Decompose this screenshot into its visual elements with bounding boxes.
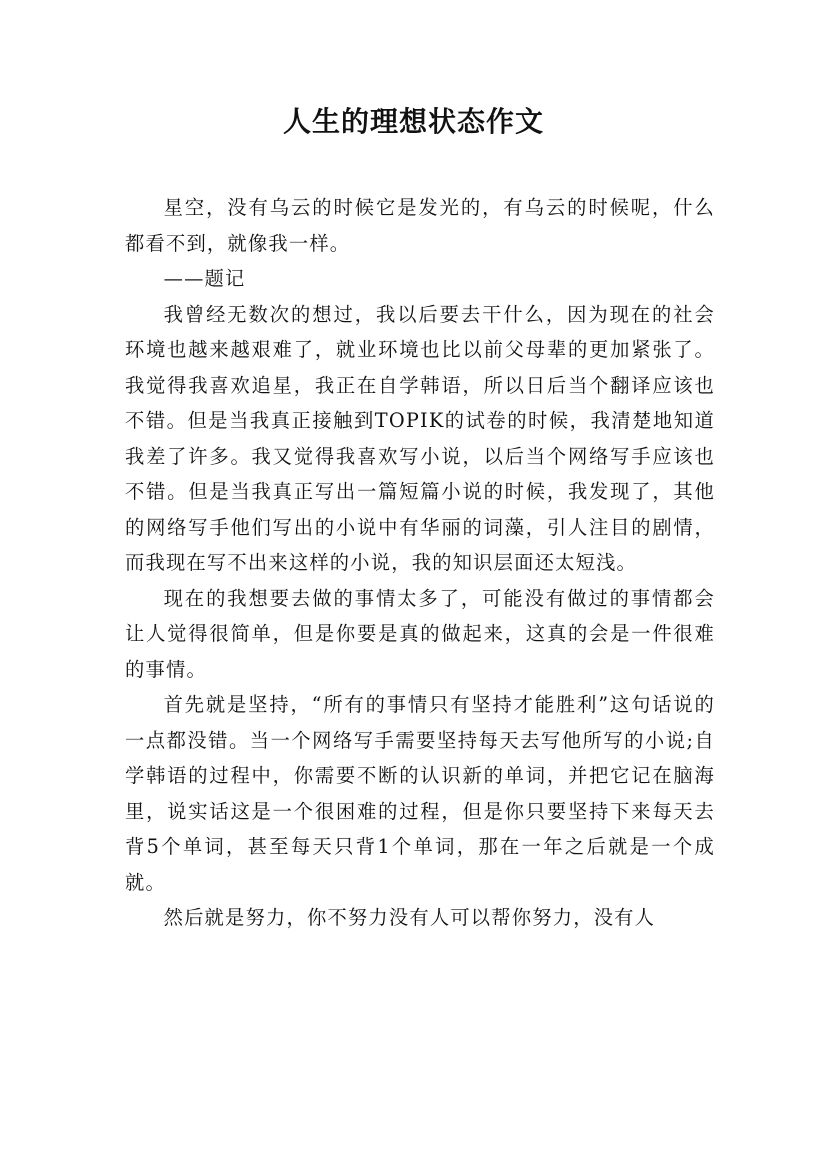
paragraph-epigraph: 星空，没有乌云的时候它是发光的，有乌云的时候呢，什么都看不到，就像我一样。 [125, 196, 715, 255]
document-body [125, 190, 715, 936]
document-title: 人生的理想状态作文 [282, 105, 544, 138]
paragraph-epigraph-attribution: ——题记 [163, 267, 246, 290]
paragraph-persistence: 首先就是坚持，“所有的事情只有坚持才能胜利”这句话说的一点都没错。当一个网络写手需要坚持每天去写他所写的小说;自学韩语的过程中，你需要不断的认识新的单词，并把它记在脑海里，说实话这是一个很困难的过程，但是你只要坚持下来每天去背5个单词，甚至每天只背1个单词，那在一年之后就是一个成就。 [125, 693, 715, 894]
paragraph-dreams: 我曾经无数次的想过，我以后要去干什么，因为现在的社会环境也越来越艰难了，就业环境也比以前父母辈的更加紧张了。我觉得我喜欢追星，我正在自学韩语，所以日后当个翻译应该也不错。但是当我真正接触到TOPIK的试卷的时候，我清楚地知道我差了许多。我又觉得我喜欢写小说，以后当个网络写手应该也不错。但是当我真正写出一篇短篇小说的时候，我发现了，其他的网络写手他们写出的小说中有华丽的词藻，引人注目的剧情，而我现在写不出来这样的小说，我的知识层面还太短浅。 [125, 302, 715, 574]
paragraph-difficulty: 现在的我想要去做的事情太多了，可能没有做过的事情都会让人觉得很简单，但是你要是真的做起来，这真的会是一件很难的事情。 [125, 586, 715, 681]
paragraph-effort: 然后就是努力，你不努力没有人可以帮你努力，没有人 [163, 906, 656, 929]
